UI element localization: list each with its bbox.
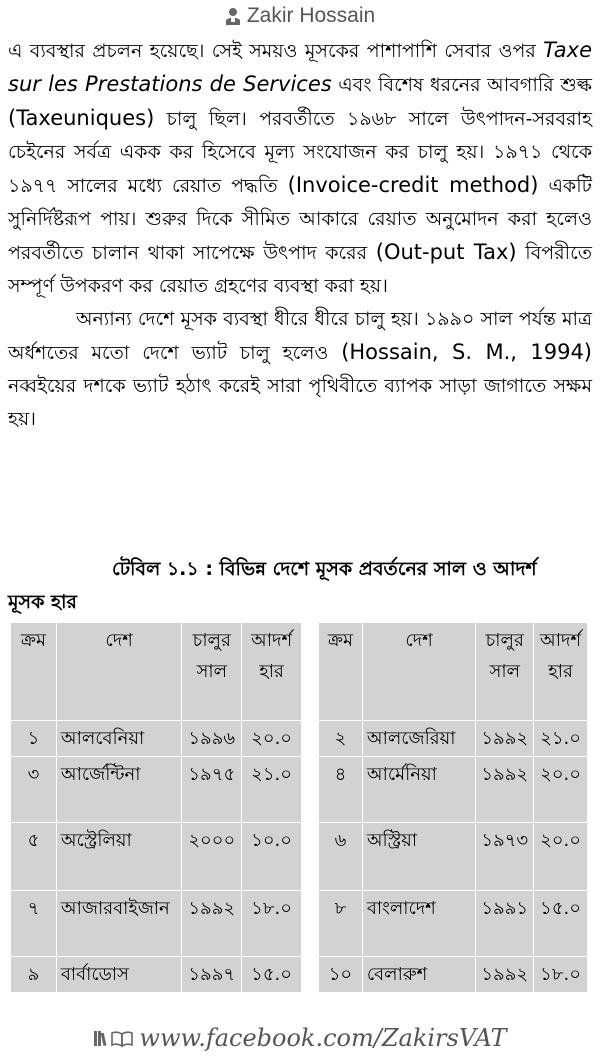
cell-serial: ৯ (11, 957, 57, 993)
citation: (Hossain, S. M., 1994) (341, 340, 592, 364)
cell-year: ১৯৯২ (476, 957, 534, 993)
text-run: চালু ছিল। পরবর্তীতে ১৯৬৮ সালে উৎপাদন-সরবরাহ চেইনের সর্বত্র একক কর হিসেবে মূল্য সংযোজন কর চালু হয়। ১৯৭১ থেকে ১৯৭৭ সালের মধ্যে রেয়াত পদ্ধতি (8, 108, 592, 197)
cell-rate: ১৮.০ (534, 957, 588, 993)
latin-term: (Invoice-credit method) (287, 173, 539, 197)
table-row (11, 891, 302, 957)
page-header (0, 4, 600, 30)
table-left (10, 622, 302, 993)
table-row (319, 721, 588, 757)
cell-country: আর্জেন্টিনা (56, 757, 181, 823)
cell-rate: ২১.০ (534, 721, 588, 757)
cell-serial: ৩ (11, 757, 57, 823)
cell-country: অস্ট্রেলিয়া (56, 823, 181, 891)
cell-country: আর্মেনিয়া (362, 757, 475, 823)
cell-country: আলজেরিয়া (362, 721, 475, 757)
col-header-year: চালুর সাল (182, 623, 242, 721)
text-run: এ ব্যবস্থার প্রচলন হয়েছে। সেই সময়ও মূসকের পাশাপাশি সেবার ওপর (8, 40, 544, 62)
text-run: নব্বইয়ের দশকে ভ্যাট হঠাৎ করেই সারা পৃথিবীতে ব্যাপক সাড়া জাগাতে সক্ষম হয়। (8, 375, 592, 430)
col-header-rate: আদর্শ হার (534, 623, 588, 721)
cell-serial: ৫ (11, 823, 57, 891)
cell-serial: ৪ (319, 757, 363, 823)
cell-country: অস্ট্রিয়া (362, 823, 475, 891)
col-header-country: দেশ (362, 623, 475, 721)
table-row (319, 823, 588, 891)
french-term: Taxe sur les Prestations de Services (8, 38, 592, 96)
table-row (319, 757, 588, 823)
body-text (8, 34, 592, 436)
cell-serial: ২ (319, 721, 363, 757)
col-header-rate: আদর্শ হার (242, 623, 302, 721)
table-row (319, 957, 588, 993)
cell-year: ২০০০ (182, 823, 242, 891)
table-row (11, 957, 302, 993)
cell-rate: ২০.০ (242, 721, 302, 757)
latin-term: (Out-put Tax) (375, 240, 517, 264)
caption-line-2: মূসক হার (8, 591, 77, 613)
cell-year: ১৯৯২ (476, 757, 534, 823)
col-header-serial: ক্রম (319, 623, 363, 721)
author-name: Zakir Hossain (246, 4, 376, 27)
cell-year: ১৯৭৫ (182, 757, 242, 823)
cell-rate: ২১.০ (242, 757, 302, 823)
col-header-country: দেশ (56, 623, 181, 721)
cell-year: ১৯৯৭ (182, 957, 242, 993)
table-row (11, 721, 302, 757)
table-row (11, 823, 302, 891)
cell-year: ১৯৯৬ (182, 721, 242, 757)
cell-year: ১৯৭৩ (476, 823, 534, 891)
books-icon (93, 1026, 133, 1054)
latin-term: (Taxeuniques) (8, 106, 155, 130)
paragraph-1 (8, 34, 592, 303)
text-run: বিপরীতে সম্পূর্ণ উপকরণ কর রেয়াত গ্রহণের ব্যবস্থা করা হয়। (8, 242, 592, 297)
cell-year: ১৯৯২ (182, 891, 242, 957)
table-row (319, 891, 588, 957)
cell-serial: ৬ (319, 823, 363, 891)
text-run: অন্যান্য দেশে মূসক ব্যবস্থা ধীরে ধীরে চালু হয়। ১৯৯০ সাল পর্যন্ত মাত্র অর্ধশতের মতো দেশে ভ্যাট চালু হলেও (8, 308, 592, 364)
cell-year: ১৯৯২ (476, 721, 534, 757)
cell-rate: ১৫.০ (242, 957, 302, 993)
text-run: এবং বিশেষ ধরনের আবগারি শুল্ক (331, 74, 592, 96)
cell-country: বার্বাডোস (56, 957, 181, 993)
cell-rate: ১৮.০ (242, 891, 302, 957)
table-header-row (11, 623, 302, 721)
col-header-year: চালুর সাল (476, 623, 534, 721)
col-header-serial: ক্রম (11, 623, 57, 721)
page-footer (0, 1024, 600, 1054)
cell-country: আলবেনিয়া (56, 721, 181, 757)
cell-rate: ১০.০ (242, 823, 302, 891)
person-icon (225, 7, 241, 31)
cell-country: বাংলাদেশ (362, 891, 475, 957)
cell-serial: ১০ (319, 957, 363, 993)
cell-serial: ৭ (11, 891, 57, 957)
cell-rate: ২০.০ (534, 757, 588, 823)
cell-year: ১৯৯১ (476, 891, 534, 957)
cell-rate: ১৫.০ (534, 891, 588, 957)
table-header-row (319, 623, 588, 721)
cell-serial: ৮ (319, 891, 363, 957)
text-run: একটি সুনির্দিষ্টরূপ পায়। শুরুর দিকে সীমিত আকারে রেয়াত অনুমোদন করা হলেও পরবর্তীতে চালান থাকা সাপেক্ষে উৎপাদ করের (8, 175, 592, 264)
facebook-link[interactable]: www.facebook.com/ZakirsVAT (139, 1024, 507, 1052)
paragraph-2 (8, 303, 592, 436)
cell-country: আজারবাইজান (56, 891, 181, 957)
table-caption (8, 553, 592, 619)
caption-line-1: টেবিল ১.১ : বিভিন্ন দেশে মূসক প্রবর্তনের সাল ও আদর্শ (112, 558, 537, 580)
table-row (11, 757, 302, 823)
cell-serial: ১ (11, 721, 57, 757)
table-right (318, 622, 588, 993)
cell-country: বেলারুশ (362, 957, 475, 993)
cell-rate: ২০.০ (534, 823, 588, 891)
